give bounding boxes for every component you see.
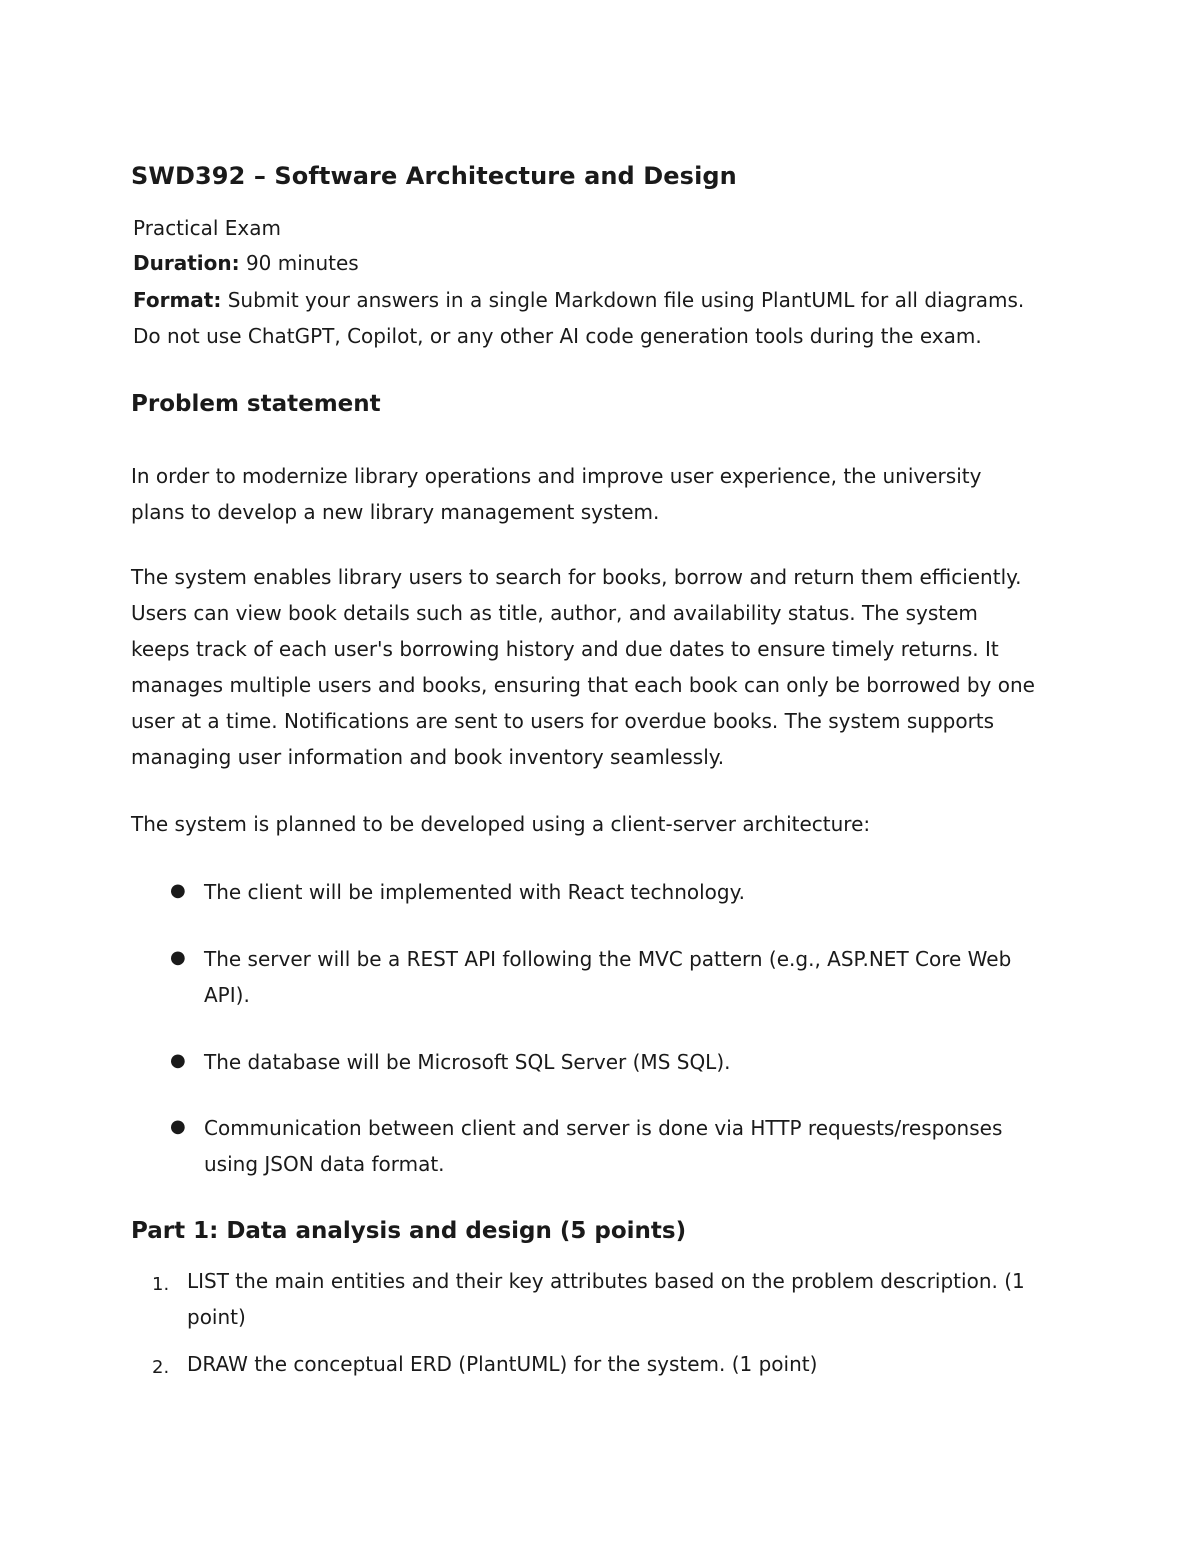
task-line: DRAW the conceptual ERD (PlantUML) for the system. (1 point) (187, 1352, 818, 1376)
list-item (187, 1346, 817, 1382)
description-line: managing user information and book inventory seamlessly. (131, 745, 725, 769)
description-line: manages multiple users and books, ensuring that each book can only be borrowed by one (131, 673, 1035, 697)
bullet-line: Communication between client and server is done via HTTP requests/responses (204, 1116, 1003, 1140)
format-value: Submit your answers in a single Markdown file using PlantUML for all diagrams. (227, 288, 1025, 312)
bullet-dot-icon: ● (170, 1050, 186, 1071)
format-label: Format: (133, 288, 222, 312)
problem-intro (131, 458, 981, 530)
bullet-dot-icon: ● (170, 947, 186, 968)
format-line (133, 286, 1024, 314)
ai-notice: Do not use ChatGPT, Copilot, or any other AI code generation tools during the exam. (133, 324, 982, 348)
description-line: keeps track of each user's borrowing history and due dates to ensure timely returns. It (131, 637, 999, 661)
bullet-dot-icon: ● (170, 880, 186, 901)
description-line: Users can view book details such as title, author, and availability status. The system (131, 601, 978, 625)
bullet-line: using JSON data format. (204, 1152, 445, 1176)
architecture-intro: The system is planned to be developed using a client-server architecture: (131, 812, 871, 836)
task-line: LIST the main entities and their key attributes based on the problem description. (1 (187, 1269, 1025, 1293)
document-title: SWD392 – Software Architecture and Design (131, 162, 737, 190)
duration-value: 90 minutes (245, 251, 359, 275)
task-number: 2. (152, 1357, 170, 1378)
list-item (204, 1044, 730, 1080)
list-item (204, 941, 1011, 1013)
problem-description (131, 559, 1035, 775)
list-item (187, 1263, 1025, 1335)
task-number: 1. (152, 1274, 170, 1295)
intro-line: In order to modernize library operations and improve user experience, the university (131, 464, 982, 488)
exam-subtitle: Practical Exam (133, 216, 281, 240)
problem-heading: Problem statement (131, 391, 381, 417)
description-line: The system enables library users to search for books, borrow and return them efficiently. (131, 565, 1022, 589)
bullet-line: The server will be a REST API following the MVC pattern (e.g., ASP.NET Core Web (204, 947, 1012, 971)
list-item (204, 874, 745, 910)
duration-label: Duration: (133, 251, 240, 275)
bullet-line: API). (204, 983, 250, 1007)
part1-heading: Part 1: Data analysis and design (5 points) (131, 1218, 687, 1244)
task-line: point) (187, 1305, 246, 1329)
intro-line: plans to develop a new library management system. (131, 500, 660, 524)
bullet-line: The database will be Microsoft SQL Server (MS SQL). (204, 1050, 731, 1074)
bullet-line: The client will be implemented with React technology. (204, 880, 745, 904)
duration-line (133, 249, 359, 277)
list-item (204, 1110, 1002, 1182)
bullet-dot-icon: ● (170, 1116, 186, 1137)
description-line: user at a time. Notifications are sent to users for overdue books. The system supports (131, 709, 995, 733)
